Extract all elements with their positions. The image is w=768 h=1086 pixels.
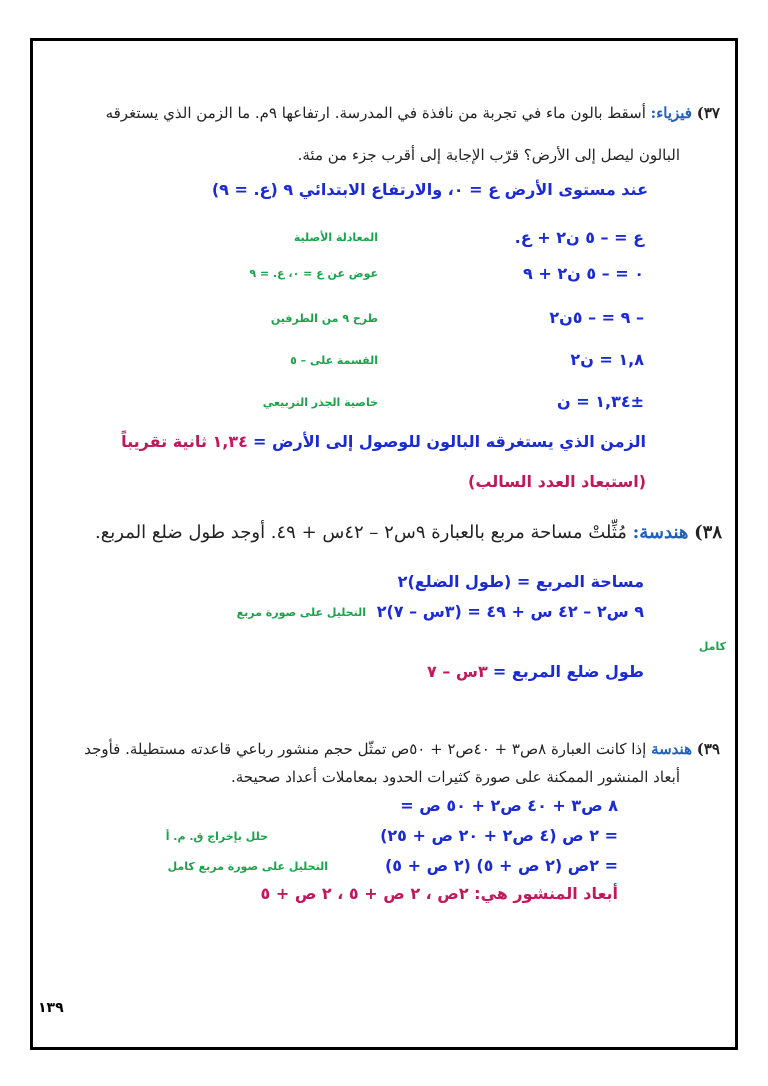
- step-equation: ٨ ص٣ + ٤٠ ص٢ + ٥٠ ص =: [400, 796, 618, 815]
- problem-38-answer: [427, 662, 644, 681]
- step-equation: ١,٨ = ن٢: [570, 350, 644, 369]
- step-equation: = ٢ص (٢ ص + ٥) (٢ ص + ٥): [384, 856, 618, 875]
- problem-number: ٣٩): [696, 740, 720, 758]
- problem-38-note: التحليل على صورة مربع: [236, 606, 366, 619]
- answer-label: الزمن الذي يستغرقه البالون للوصول إلى الأرض =: [252, 432, 646, 451]
- problem-37-line-1: [106, 104, 720, 122]
- step-note: المعادلة الأصلية: [293, 231, 378, 244]
- problem-39-dimensions: أبعاد المنشور هي: ٢ص ، ٢ ص + ٥ ، ٢ ص + ٥: [260, 884, 618, 903]
- subject-label: هندسة: [651, 740, 692, 758]
- step-equation: ع = – ٥ ن٢ + ع.: [514, 228, 644, 247]
- problem-38-area: مساحة المربع = (طول الضلع)٢: [397, 572, 644, 591]
- problem-38-line-1: [95, 522, 722, 543]
- step-note: التحليل على صورة مربع كامل: [167, 860, 328, 873]
- question-text: أسقط بالون ماء في تجربة من نافذة في المدرسة. ارتفاعها ٩م. ما الزمن الذي يستغرقه: [105, 104, 646, 122]
- problem-38-note-cont: كامل: [698, 640, 726, 653]
- step-equation: ±١,٣٤ = ن: [557, 392, 644, 411]
- step-note: طرح ٩ من الطرفين: [270, 312, 378, 325]
- problem-38-equation: ٩ س٢ – ٤٢ س + ٤٩ = (٣س – ٧)٢: [376, 602, 644, 621]
- problem-number: ٣٧): [696, 104, 720, 122]
- page-number: ١٣٩: [38, 1000, 64, 1016]
- step-note: عوض عن ع = ٠، ع. = ٩: [249, 267, 378, 280]
- problem-number: ٣٨): [694, 522, 722, 543]
- step-note: القسمة على – ٥: [290, 354, 378, 367]
- step-note: خاصية الجذر التربيعي: [262, 396, 378, 409]
- subject-label: فيزياء:: [650, 104, 692, 122]
- answer-value: ١,٣٤ ثانية تقريباً: [121, 432, 248, 451]
- question-text: مُثِّلتْ مساحة مربع بالعبارة ٩س٢ – ٤٢س + ٤٩. أوجد طول ضلع المربع.: [94, 522, 627, 543]
- step-equation: = ٢ ص (٤ ص٢ + ٢٠ ص + ٢٥): [380, 826, 618, 845]
- step-equation: – ٩ = – ٥ن٢: [549, 308, 644, 327]
- step-equation: ٠ = – ٥ ن٢ + ٩: [523, 264, 644, 283]
- question-text: إذا كانت العبارة ٨ص٣ + ٤٠ص٢ + ٥٠ص تمثّل حجم منشور رباعي قاعدته مستطيلة. فأوجد: [84, 740, 647, 758]
- subject-label: هندسة:: [632, 522, 689, 543]
- problem-37-answer: [121, 432, 646, 451]
- problem-37-exclude-note: (استبعاد العدد السالب): [468, 472, 646, 491]
- problem-37-line-2: البالون ليصل إلى الأرض؟ قرّب الإجابة إلى أقرب جزء من مئة.: [297, 146, 680, 164]
- answer-value: ٣س – ٧: [427, 662, 488, 681]
- problem-37-setup: عند مستوى الأرض ع = ٠، والارتفاع الابتدائي ٩ (ع. = ٩): [211, 180, 648, 199]
- step-note: حلل بإخراج ق. م. أ: [165, 830, 268, 843]
- problem-39-line-1: [84, 740, 720, 758]
- problem-39-line-2: أبعاد المنشور الممكنة على صورة كثيرات الحدود بمعاملات أعداد صحيحة.: [230, 768, 680, 786]
- answer-label: طول ضلع المربع =: [492, 662, 644, 681]
